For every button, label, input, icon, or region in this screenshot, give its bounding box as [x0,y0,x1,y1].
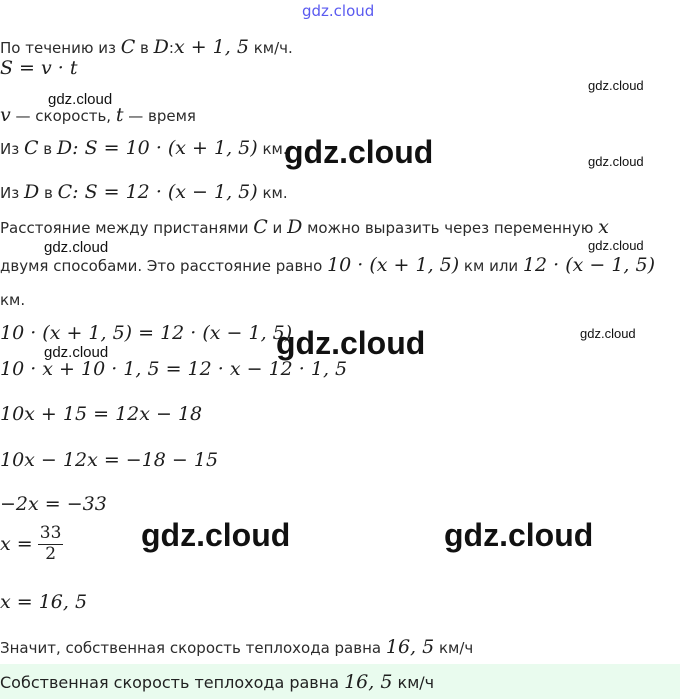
distance-c-to-d [0,137,288,159]
text-segment: в [135,39,154,57]
text-segment: По течению из [0,39,121,57]
text-segment: можно выразить через переменную [302,219,599,237]
equation-7: x = 16, 5 [0,591,88,613]
text-segment: Из [0,184,24,202]
explanation-line-1 [0,216,609,238]
equation-4: 10x − 12x = −18 − 15 [0,449,219,471]
answer-value: 16, 5 [344,671,393,693]
fraction-denominator: 2 [45,543,57,564]
unit-text: км/ч [434,639,474,657]
problem-line-downstream [0,36,293,58]
equation-3: 10x + 15 = 12x − 18 [0,403,203,425]
equation-6 [0,524,63,564]
expression-2: 12 · (x − 1, 5) [522,254,656,276]
distance-expression: : S = 12 · (x − 1, 5) [72,181,258,203]
var-c: C [120,36,136,58]
var-t: t [115,104,124,126]
var-x: x [598,216,609,238]
equation-2: 10 · x + 10 · 1, 5 = 12 · x − 12 · 1, 5 [0,358,348,380]
text-segment: км или [459,257,523,275]
speed-expression: x + 1, 5 [173,36,249,58]
var-c: C [23,137,39,159]
explanation-line-3: км. [0,291,26,309]
distance-d-to-c [0,181,288,203]
unit-text: км. [257,140,288,158]
watermark: gdz.cloud [48,91,113,108]
var-d: D [23,181,40,203]
watermark-header: gdz.cloud [302,2,375,20]
expression-1: 10 · (x + 1, 5) [327,254,460,276]
answer-box [0,664,680,699]
text-segment: Собственная скорость теплохода равна [0,673,345,692]
text-segment: — скорость, [10,107,116,125]
unit-text: км/ч. [248,39,293,57]
watermark: gdz.cloud [444,517,594,553]
text-segment: двумя способами. Это расстояние равно [0,257,328,275]
var-d: D [153,36,169,58]
watermark: gdz.cloud [588,78,644,93]
fraction-numerator: 33 [39,523,62,543]
watermark: gdz.cloud [44,344,109,361]
var-d: D [287,216,303,238]
text-segment: Из [0,140,24,158]
text-segment: Значит, собственная скорость теплохода равна [0,639,386,657]
var-c: C [253,216,268,238]
text-segment: — время [123,107,196,125]
text-segment: и [267,219,288,237]
text-segment: Расстояние между пристанями [0,219,254,237]
watermark: gdz.cloud [141,517,291,553]
fraction [38,524,64,564]
var-c: C [57,181,73,203]
equation-5: −2x = −33 [0,493,107,515]
watermark: gdz.cloud [284,134,434,170]
text-segment: в [39,184,58,202]
text-segment: в [38,140,57,158]
var-v: v [0,104,11,126]
conclusion-line [0,636,473,658]
watermark: gdz.cloud [276,325,426,361]
distance-expression: : S = 10 · (x + 1, 5) [72,137,258,159]
watermark: gdz.cloud [588,154,644,169]
var-d: D [56,137,73,159]
explanation-line-2 [0,254,655,276]
unit-text: км/ч [392,673,435,692]
equation-1: 10 · (x + 1, 5) = 12 · (x − 1, 5) [0,322,293,344]
text-segment: : [168,39,174,57]
unit-text: км. [257,184,288,202]
equation-lhs: x = [0,533,33,556]
formula-distance: S = v · t [0,57,78,79]
watermark: gdz.cloud [44,239,109,256]
answer-text [0,671,434,693]
watermark: gdz.cloud [580,326,636,341]
watermark: gdz.cloud [588,238,644,253]
speed-value: 16, 5 [385,636,435,658]
